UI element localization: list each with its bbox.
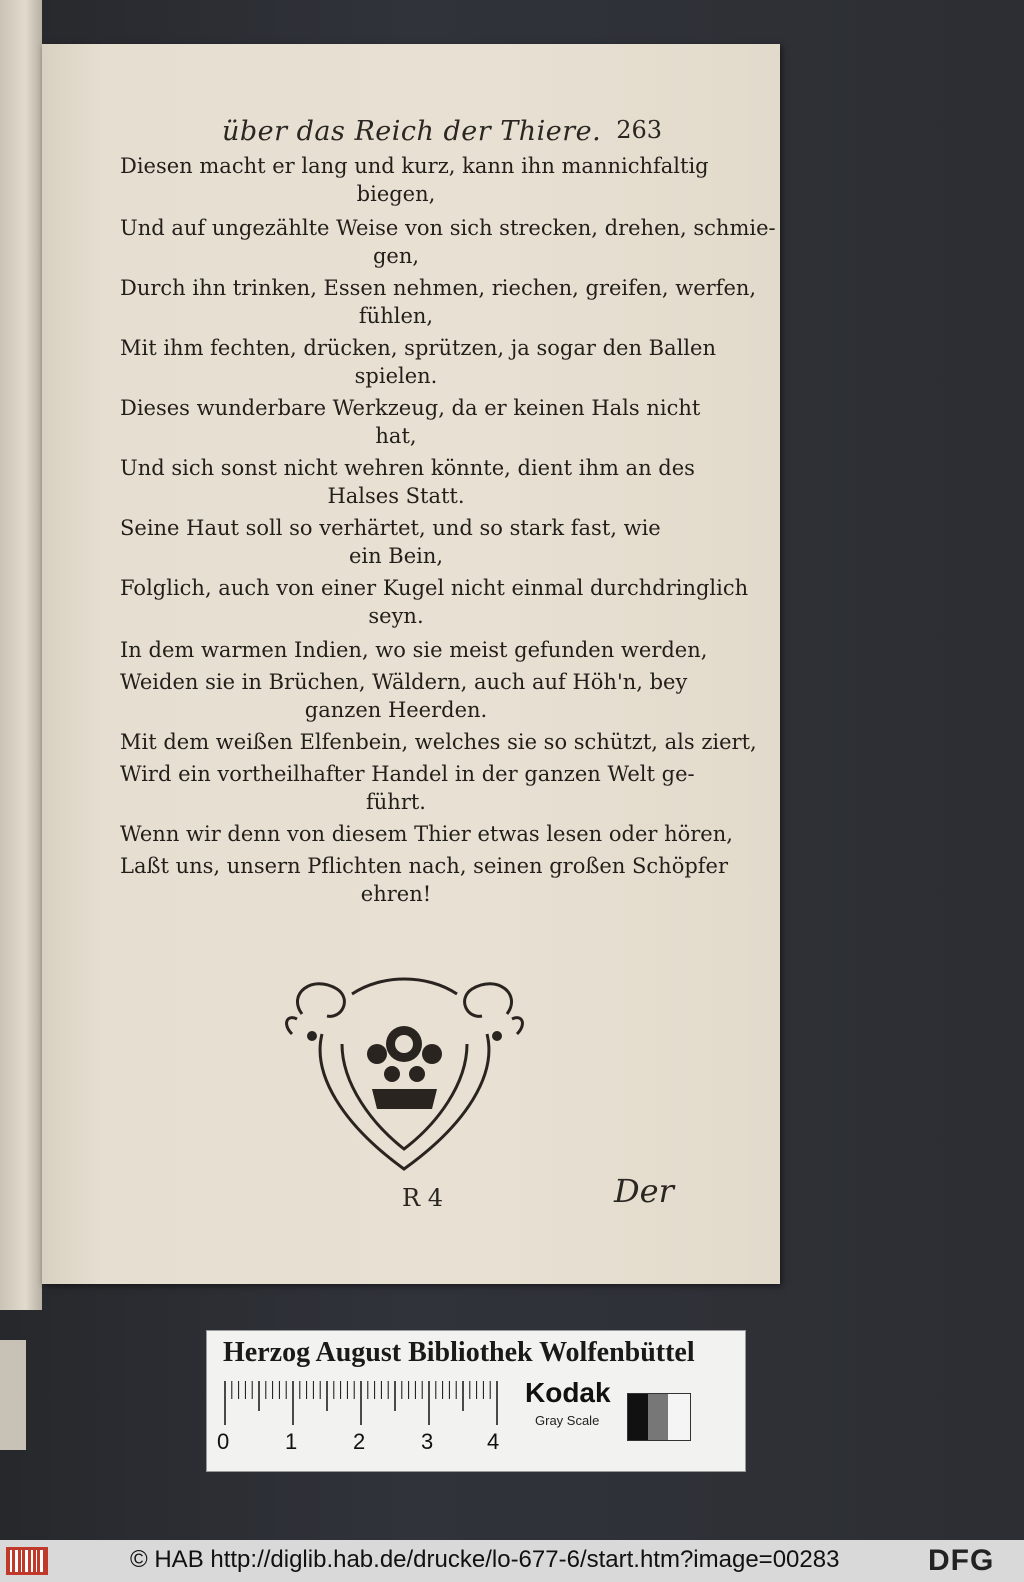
swatch-white [668,1394,690,1440]
kodak-logo: Kodak [525,1377,611,1408]
verse-line: Diesen macht er lang und kurz, kann ihn mannichfaltig biegen, [120,154,709,206]
facing-page-label-strip [0,1340,26,1450]
verse-line: Und sich sonst nicht wehren könnte, dient ihm an des Halses Statt. [120,456,695,508]
verse-line: Mit dem weißen Elfenbein, welches sie so schützt, als ziert, [120,730,757,754]
gray-swatches [627,1393,691,1441]
facing-page-edge [0,0,42,1310]
swatch-black [628,1394,648,1440]
verse-line: In dem warmen Indien, wo sie meist gefunden werden, [120,638,708,662]
tailpiece-ornament [282,974,527,1174]
printer-signature: R 4 [402,1184,443,1212]
verse-line: Wenn wir denn von diesem Thier etwas lesen oder hören, [120,822,733,846]
gray-scale-label: Gray Scale [535,1413,600,1428]
verse-line: Folglich, auch von einer Kugel nicht einmal durchdringlich seyn. [120,576,749,628]
verse-line: Und auf ungezählte Weise von sich strecken, drehen, schmie- gen, [120,216,776,268]
ruler-numbers: 0 1 2 3 4 [217,1429,500,1454]
book-page [42,44,780,1284]
color-calibration-card [206,1330,746,1472]
page-header [182,114,662,154]
swatch-gray [648,1394,668,1440]
footer-bar [0,1540,1024,1582]
verse-line: Wird ein vortheilhafter Handel in der ganzen Welt ge- führt. [120,762,695,814]
running-head: über das Reich der Thiere. [222,116,602,147]
ruler-scale [223,1381,507,1431]
dfg-logo: DFG [928,1544,995,1577]
copyright-url: © HAB http://diglib.hab.de/drucke/lo-677-6/start.htm?image=00283 [130,1546,840,1573]
library-name: Herzog August Bibliothek Wolfenbüttel [223,1337,695,1368]
barcode-icon [6,1547,48,1575]
verse-line: Dieses wunderbare Werkzeug, da er keinen Hals nicht hat, [120,396,701,448]
verse-line: Seine Haut soll so verhärtet, und so stark fast, wie ein Bein, [120,516,661,568]
page-number: 263 [616,116,662,144]
verse-line: Durch ihn trinken, Essen nehmen, riechen, greifen, werfen, fühlen, [120,276,757,328]
verse-line: Laßt uns, unsern Pflichten nach, seinen großen Schöpfer ehren! [120,854,729,906]
verse-line: Weiden sie in Brüchen, Wäldern, auch auf Höh'n, bey ganzen Heerden. [120,670,688,722]
verse-line: Mit ihm fechten, drücken, sprützen, ja sogar den Ballen spielen. [120,336,716,388]
catchword: Der [614,1172,674,1210]
